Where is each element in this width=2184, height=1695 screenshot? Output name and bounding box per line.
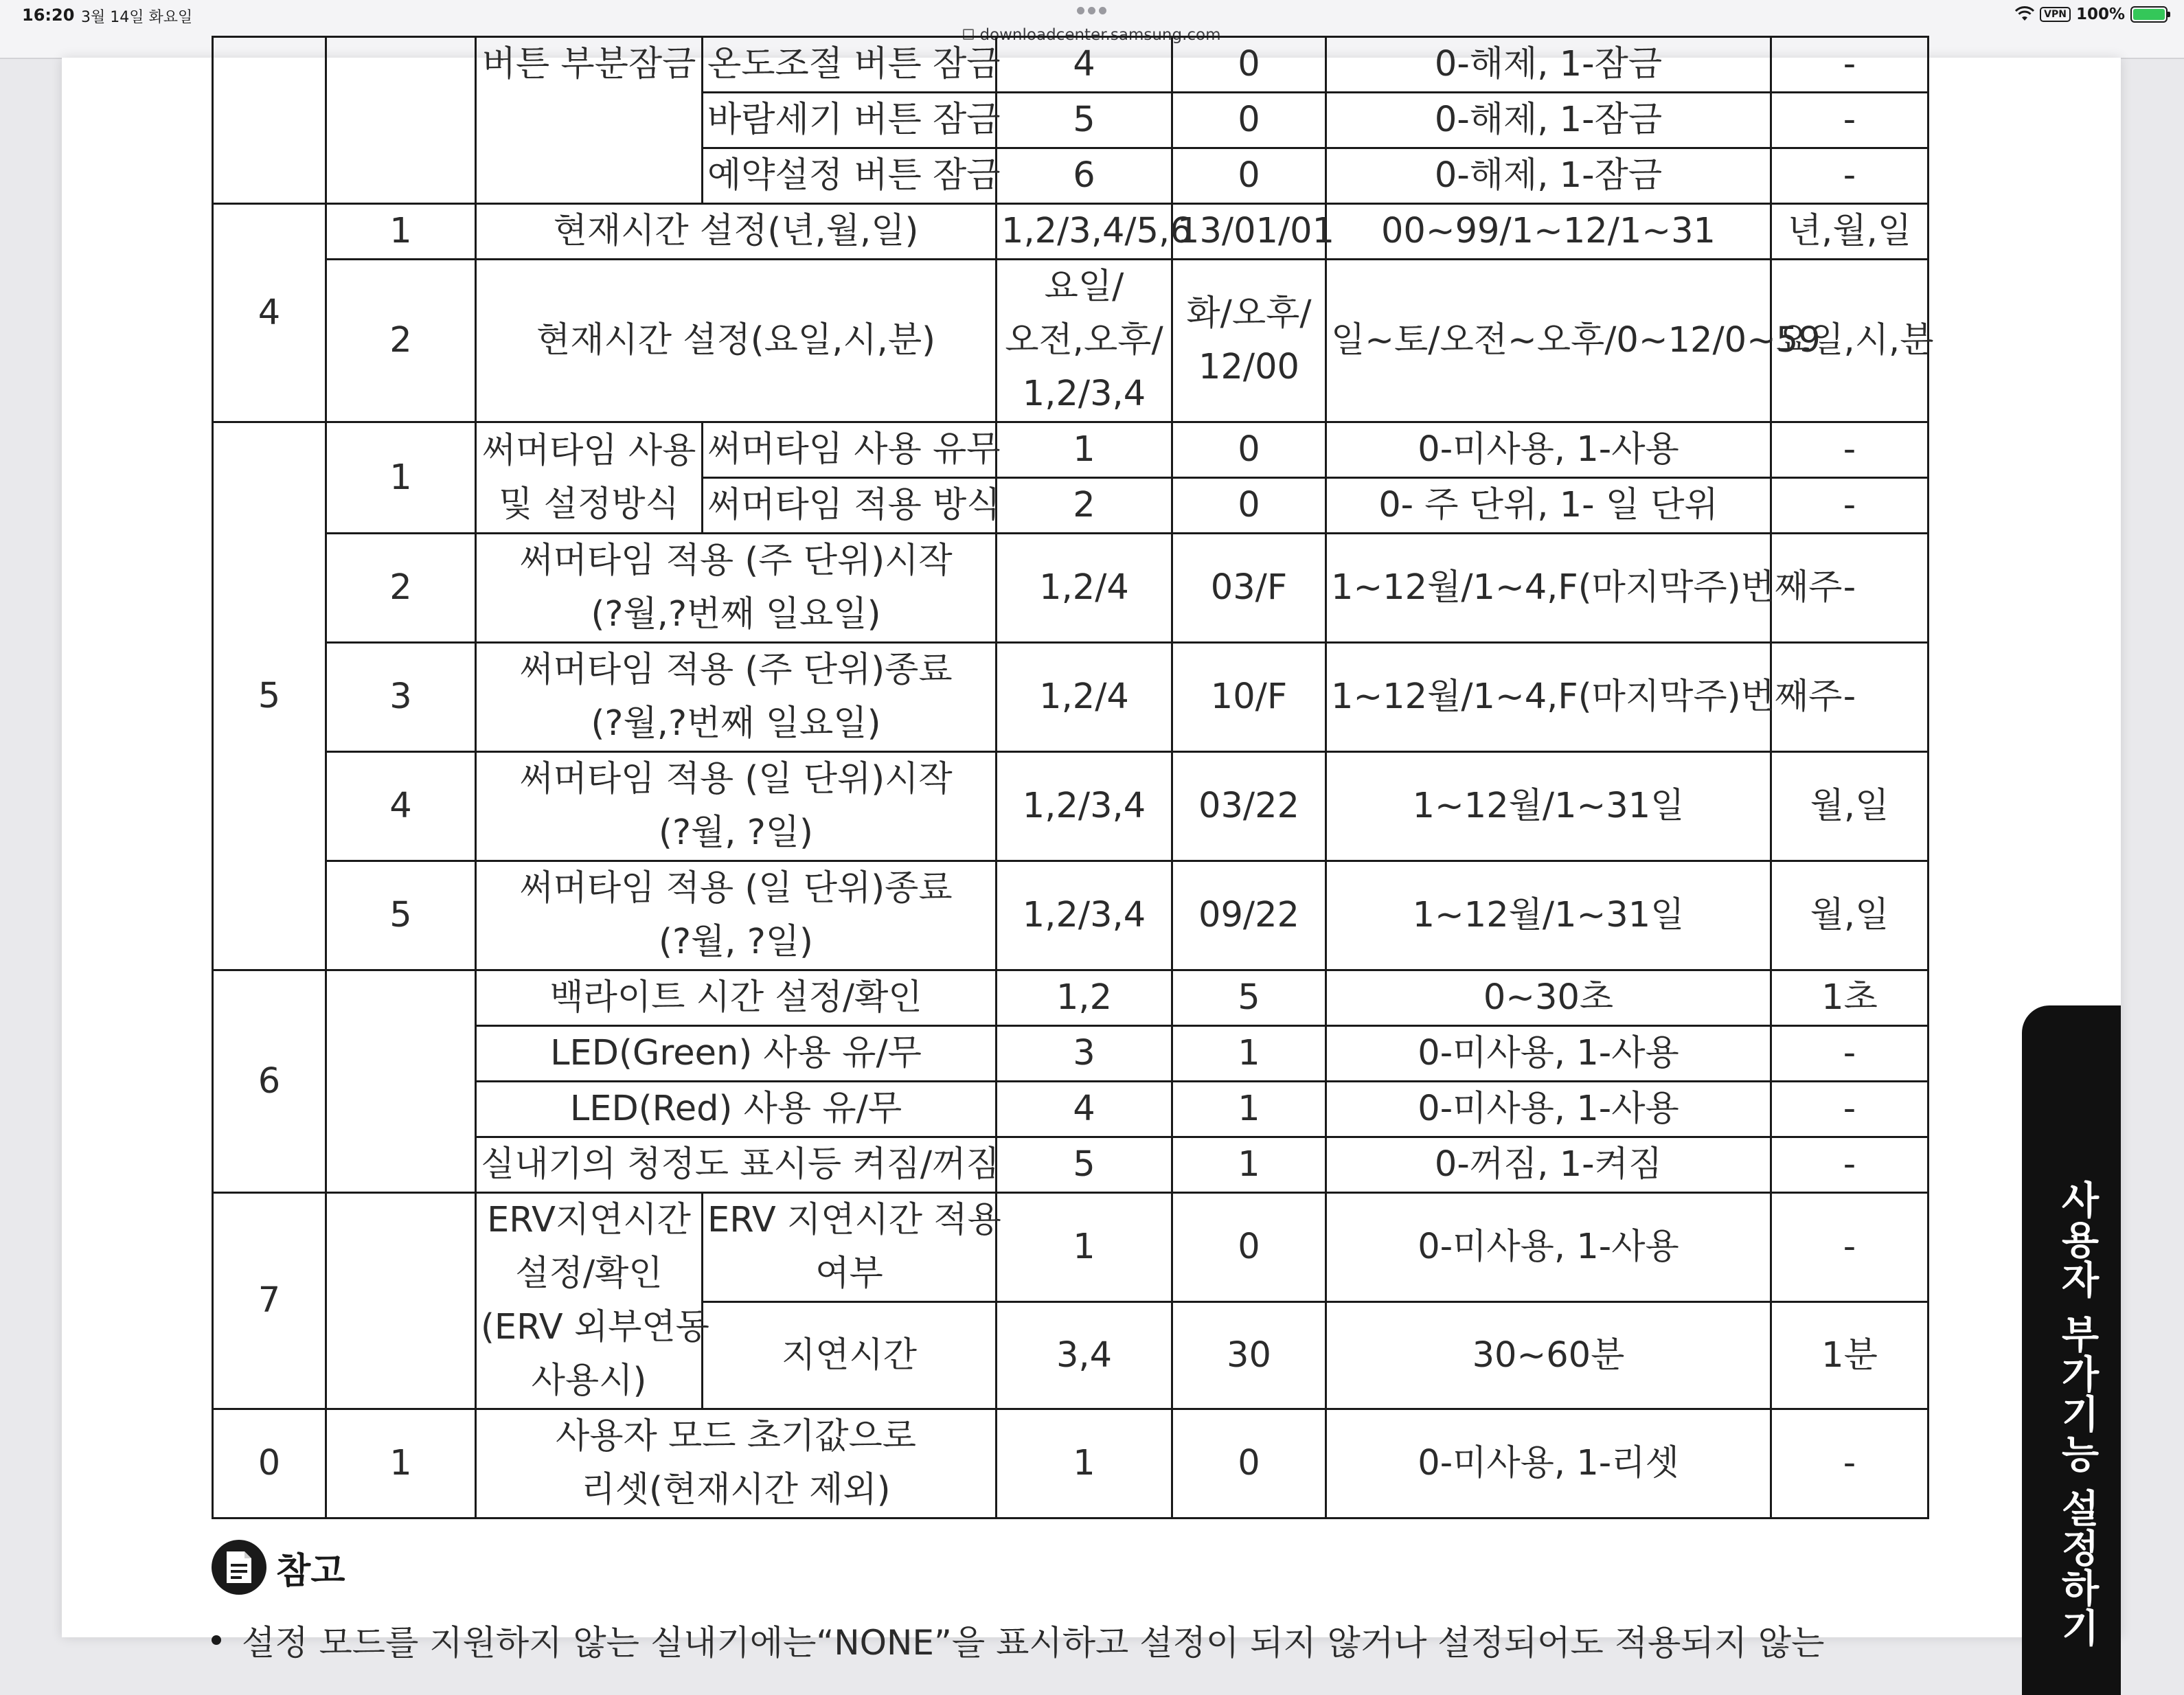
table-cell: -: [1771, 1082, 1929, 1137]
table-cell: [326, 970, 476, 1193]
table-cell: 5: [997, 93, 1172, 148]
table-cell: 써머타임 사용 및 설정방식: [476, 422, 703, 534]
table-row: [213, 37, 1929, 93]
table-cell: 0-꺼짐, 1-켜짐: [1326, 1137, 1771, 1193]
table-cell: 온도조절 버튼 잠금: [703, 37, 997, 93]
table-cell: 화/오후/ 12/00: [1172, 260, 1326, 422]
table-cell: 4: [326, 752, 476, 861]
table-cell: 0-미사용, 1-사용: [1326, 1193, 1771, 1302]
table-cell: 4: [997, 37, 1172, 93]
table-cell: ERV지연시간 설정/확인 (ERV 외부연동 사용시): [476, 1193, 703, 1409]
table-cell: 예약설정 버튼 잠금: [703, 148, 997, 204]
table-cell: 0-미사용, 1-리셋: [1326, 1409, 1771, 1518]
table-cell: 4: [997, 1082, 1172, 1137]
table-cell: 3,4: [997, 1302, 1172, 1409]
table-cell: 1: [326, 204, 476, 260]
table-cell: 0: [1172, 93, 1326, 148]
table-cell: 1: [326, 1409, 476, 1518]
table-cell: 0-미사용, 1-사용: [1326, 1026, 1771, 1082]
table-cell: 써머타임 적용 방식: [703, 478, 997, 534]
table-row: [213, 260, 1929, 422]
battery-icon: [2130, 6, 2168, 23]
table-cell: 지연시간: [703, 1302, 997, 1409]
table-cell: 요일/ 오전,오후/ 1,2/3,4: [997, 260, 1172, 422]
table-cell: 월,일: [1771, 752, 1929, 861]
table-cell: 백라이트 시간 설정/확인: [476, 970, 997, 1026]
table-cell: 버튼 부분잠금: [476, 37, 703, 204]
table-cell: 0-해제, 1-잠금: [1326, 37, 1771, 93]
table-cell: 써머타임 적용 (일 단위)시작 (?월, ?일): [476, 752, 997, 861]
bullet-icon: [212, 1635, 221, 1645]
table-cell: 6: [997, 148, 1172, 204]
table-cell: -: [1771, 93, 1929, 148]
table-row: [213, 643, 1929, 752]
table-cell: 2: [326, 260, 476, 422]
table-cell: 2: [326, 534, 476, 643]
table-cell: 요일,시,분: [1771, 260, 1929, 422]
table-cell: 월,일: [1771, 861, 1929, 970]
vpn-badge: VPN: [2040, 7, 2071, 22]
table-cell: 1~12월/1~31일: [1326, 752, 1771, 861]
table-cell: -: [1771, 422, 1929, 478]
note-text: 설정 모드를 지원하지 않는 실내기에는“NONE”을 표시하고 설정이 되지 않거나 설정되어도 적용되지 않는: [242, 1623, 1825, 1663]
table-cell: 써머타임 적용 (주 단위)시작 (?월,?번째 일요일): [476, 534, 997, 643]
table-cell: 1,2: [997, 970, 1172, 1026]
table-cell: ERV 지연시간 적용 여부: [703, 1193, 997, 1302]
table-cell: LED(Green) 사용 유/무: [476, 1026, 997, 1082]
table-cell: 1,2/4: [997, 534, 1172, 643]
table-cell: 0: [1172, 1409, 1326, 1518]
note-title: 참고: [276, 1550, 345, 1592]
table-row: [213, 1409, 1929, 1518]
table-cell: 1: [997, 1193, 1172, 1302]
table-cell: 1초: [1771, 970, 1929, 1026]
table-cell: LED(Red) 사용 유/무: [476, 1082, 997, 1137]
table-cell: 년,월,일: [1771, 204, 1929, 260]
table-cell: [326, 1193, 476, 1409]
table-cell: 1~12월/1~31일: [1326, 861, 1771, 970]
table-cell: 0: [1172, 1193, 1326, 1302]
table-cell: 4: [213, 204, 326, 422]
table-cell: 0~30초: [1326, 970, 1771, 1026]
table-cell: 7: [213, 1193, 326, 1409]
more-dots-icon[interactable]: [1077, 4, 1111, 18]
table-cell: [326, 37, 476, 204]
table-cell: -: [1771, 1409, 1929, 1518]
table-cell: 0: [1172, 478, 1326, 534]
status-indicators: [2015, 4, 2168, 25]
table-cell: 2: [997, 478, 1172, 534]
table-cell: 30~60분: [1326, 1302, 1771, 1409]
table-cell: 6: [213, 970, 326, 1193]
note-icon: [212, 1540, 266, 1595]
table-cell: 1,2/4: [997, 643, 1172, 752]
table-cell: 09/22: [1172, 861, 1326, 970]
table-cell: 사용자 모드 초기값으로 리셋(현재시간 제외): [476, 1409, 997, 1518]
table-cell: -: [1771, 148, 1929, 204]
table-cell: -: [1771, 478, 1929, 534]
table-cell: 현재시간 설정(요일,시,분): [476, 260, 997, 422]
table-cell: 1: [997, 1409, 1172, 1518]
table-cell: 바람세기 버튼 잠금: [703, 93, 997, 148]
table-cell: 일~토/오전~오후/0~12/0~59: [1326, 260, 1771, 422]
table-cell: 5: [1172, 970, 1326, 1026]
table-cell: -: [1771, 534, 1929, 643]
table-row: [213, 752, 1929, 861]
table-cell: 1: [1172, 1082, 1326, 1137]
table-row: [213, 1193, 1929, 1302]
status-time: 16:20: [22, 5, 75, 25]
table-cell: 0: [1172, 37, 1326, 93]
table-cell: 0-미사용, 1-사용: [1326, 1082, 1771, 1137]
table-cell: 0: [1172, 422, 1326, 478]
table-cell: 1: [1172, 1137, 1326, 1193]
table-cell: 1,2/3,4/5,6: [997, 204, 1172, 260]
table-cell: 13/01/01: [1172, 204, 1326, 260]
table-row: [213, 861, 1929, 970]
table-cell: -: [1771, 1026, 1929, 1082]
table-cell: 1: [326, 422, 476, 534]
table-cell: 00~99/1~12/1~31: [1326, 204, 1771, 260]
table-cell: 0-해제, 1-잠금: [1326, 93, 1771, 148]
wifi-icon: [2015, 7, 2034, 22]
table-cell: [213, 37, 326, 204]
table-cell: 5: [997, 1137, 1172, 1193]
url-text: downloadcenter.samsung.com: [979, 26, 1221, 44]
table-cell: 5: [213, 422, 326, 970]
table-cell: 10/F: [1172, 643, 1326, 752]
document-page: [62, 44, 2121, 1663]
table-cell: 써머타임 적용 (주 단위)종료 (?월,?번째 일요일): [476, 643, 997, 752]
table-cell: 1~12월/1~4,F(마지막주)번째주: [1326, 534, 1771, 643]
table-cell: 5: [326, 861, 476, 970]
table-cell: 1~12월/1~4,F(마지막주)번째주: [1326, 643, 1771, 752]
table-cell: 1,2/3,4: [997, 861, 1172, 970]
table-cell: 1,2/3,4: [997, 752, 1172, 861]
side-tab[interactable]: [2022, 1005, 2121, 1695]
table-cell: 3: [326, 643, 476, 752]
table-cell: -: [1771, 643, 1929, 752]
table-row: [213, 970, 1929, 1026]
table-cell: 0: [1172, 148, 1326, 204]
table-cell: 써머타임 사용 유무: [703, 422, 997, 478]
status-date: 3월 14일 화요일: [81, 9, 193, 26]
table-cell: -: [1771, 37, 1929, 93]
settings-table: [212, 36, 1934, 1519]
table-cell: 0-해제, 1-잠금: [1326, 148, 1771, 204]
table-cell: -: [1771, 1137, 1929, 1193]
table-cell: 0- 주 단위, 1- 일 단위: [1326, 478, 1771, 534]
table-cell: 써머타임 적용 (일 단위)종료 (?월, ?일): [476, 861, 997, 970]
table-cell: 0: [213, 1409, 326, 1518]
table-cell: 3: [997, 1026, 1172, 1082]
table-cell: 1분: [1771, 1302, 1929, 1409]
table-cell: 실내기의 청정도 표시등 켜짐/꺼짐: [476, 1137, 997, 1193]
battery-percent: 100%: [2075, 5, 2125, 23]
table-cell: -: [1771, 1193, 1929, 1302]
table-row: [213, 422, 1929, 478]
table-cell: 03/22: [1172, 752, 1326, 861]
table-row: [213, 204, 1929, 260]
side-tab-label: 사용자 부가기능 설정하기: [2055, 1180, 2100, 1648]
table-cell: 1: [997, 422, 1172, 478]
table-cell: 30: [1172, 1302, 1326, 1409]
note-bullet: [212, 1615, 1824, 1665]
table-cell: 현재시간 설정(년,월,일): [476, 204, 997, 260]
table-cell: 03/F: [1172, 534, 1326, 643]
table-cell: 0-미사용, 1-사용: [1326, 422, 1771, 478]
table-row: [213, 534, 1929, 643]
note-heading: [212, 1540, 345, 1595]
table-cell: 1: [1172, 1026, 1326, 1082]
